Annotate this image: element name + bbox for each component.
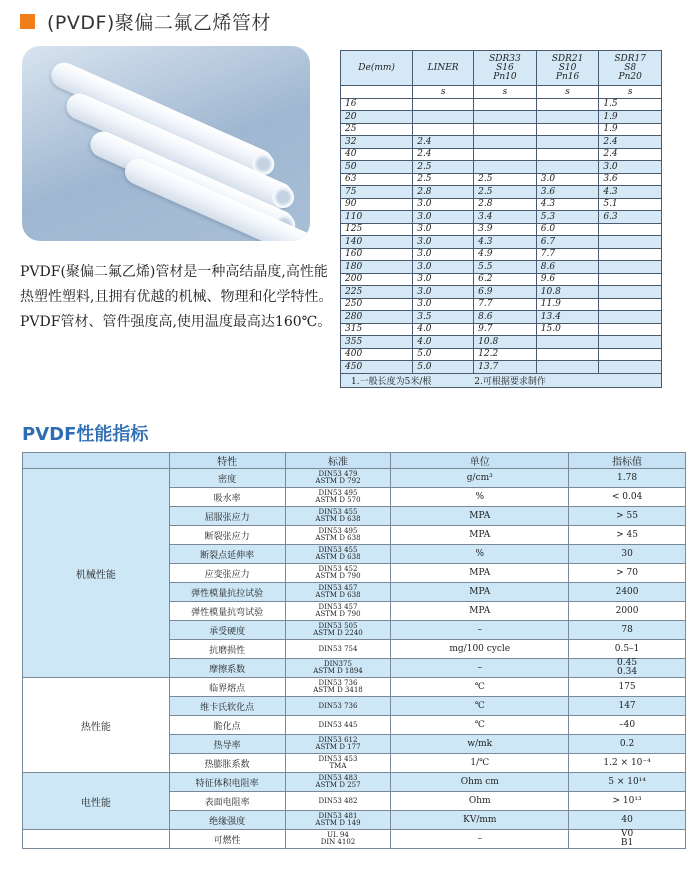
spec-cell: 315	[341, 323, 413, 336]
spec-cell	[536, 361, 599, 374]
props-property: 应变张应力	[169, 564, 285, 583]
props-standard-line: DIN 4102	[320, 838, 356, 846]
spec-cell: 12.2	[474, 348, 537, 361]
spec-row	[341, 336, 662, 349]
spec-cell: 3.9	[474, 223, 537, 236]
props-unit: MPA	[391, 507, 569, 526]
spec-cell: 2.5	[413, 173, 474, 186]
spec-cell: 2.4	[413, 136, 474, 149]
spec-cell	[413, 111, 474, 124]
props-standard	[285, 697, 391, 716]
props-value: 0.5–1	[569, 640, 686, 659]
spec-cell: 63	[341, 173, 413, 186]
props-unit: %	[391, 545, 569, 564]
spec-cell: 6.3	[599, 211, 662, 224]
spec-cell	[413, 123, 474, 136]
props-value: 1.2 × 10⁻⁴	[569, 754, 686, 773]
props-col-header: 特性	[169, 453, 285, 469]
props-col-header	[23, 453, 170, 469]
spec-cell	[599, 311, 662, 324]
props-value: 0.45 0.34	[569, 659, 686, 678]
props-value: 30	[569, 545, 686, 564]
props-standard-line: ASTM D 638	[315, 534, 361, 542]
props-standard-line: ASTM D 790	[315, 572, 361, 580]
props-value: 1.78	[569, 469, 686, 488]
spec-cell: 3.4	[474, 211, 537, 224]
props-standard-line: DIN53 457	[318, 584, 358, 592]
spec-cell: 2.4	[599, 136, 662, 149]
props-unit: MPA	[391, 526, 569, 545]
props-standard-line: DIN53 455	[318, 508, 358, 516]
spec-cell: 5.0	[413, 348, 474, 361]
props-standard	[285, 735, 391, 754]
spec-cell: 3.0	[413, 273, 474, 286]
props-standard-line: DIN53 445	[318, 720, 358, 729]
spec-cell	[474, 148, 537, 161]
spec-cell: 4.0	[413, 323, 474, 336]
props-property: 吸水率	[169, 488, 285, 507]
props-standard-line: ASTM D 2240	[313, 629, 363, 637]
spec-cell	[599, 286, 662, 299]
props-standard-line: ASTM D 3418	[313, 686, 363, 694]
props-standard-line: ASTM D 638	[315, 591, 361, 599]
spec-unit-cell: s	[474, 86, 537, 99]
spec-unit-cell: s	[599, 86, 662, 99]
footnote-2: 2.可根据要求制作	[474, 376, 546, 387]
props-unit: –	[391, 659, 569, 678]
spec-cell: 8.6	[474, 311, 537, 324]
props-standard	[285, 488, 391, 507]
props-standard-line: DIN375	[324, 660, 352, 668]
spec-cell: 1.5	[599, 98, 662, 111]
props-category	[23, 830, 170, 849]
props-standard	[285, 830, 391, 849]
props-unit: Ohm cm	[391, 773, 569, 792]
props-standard	[285, 792, 391, 811]
props-property: 热导率	[169, 735, 285, 754]
spec-cell: 2.5	[413, 161, 474, 174]
props-property: 断裂点延伸率	[169, 545, 285, 564]
spec-cell: 25	[341, 123, 413, 136]
spec-cell: 1.9	[599, 111, 662, 124]
spec-cell	[599, 361, 662, 374]
spec-cell: 1.9	[599, 123, 662, 136]
spec-cell: 4.0	[413, 336, 474, 349]
spec-cell: 2.5	[474, 186, 537, 199]
spec-row	[341, 123, 662, 136]
spec-col-header: De(mm)	[341, 51, 413, 86]
spec-cell: 6.7	[536, 236, 599, 249]
props-property: 承受硬度	[169, 621, 285, 640]
pvdf-pipes-photo	[22, 46, 310, 241]
spec-unit-cell: s	[536, 86, 599, 99]
props-property: 特征体积电阻率	[169, 773, 285, 792]
page-title: (PVDF)聚偏二氟乙烯管材	[47, 11, 271, 34]
props-value: 0.2	[569, 735, 686, 754]
props-property: 脆化点	[169, 716, 285, 735]
props-standard-line: ASTM D 149	[315, 819, 361, 827]
spec-cell	[599, 236, 662, 249]
spec-row	[341, 248, 662, 261]
spec-cell	[474, 98, 537, 111]
spec-cell: 9.6	[536, 273, 599, 286]
spec-table	[340, 50, 662, 388]
spec-cell: 11.9	[536, 298, 599, 311]
spec-row	[341, 348, 662, 361]
props-property: 密度	[169, 469, 285, 488]
props-standard-line: ASTM D 638	[315, 553, 361, 561]
spec-cell: 4.3	[536, 198, 599, 211]
spec-cell: 3.0	[599, 161, 662, 174]
props-standard-line: ASTM D 638	[315, 515, 361, 523]
spec-cell: 90	[341, 198, 413, 211]
spec-cell: 3.0	[413, 198, 474, 211]
props-standard-line: DIN53 612	[318, 736, 358, 744]
spec-row	[341, 286, 662, 299]
spec-row	[341, 148, 662, 161]
props-row	[23, 469, 686, 488]
props-value: 2000	[569, 602, 686, 621]
props-col-header: 标准	[285, 453, 391, 469]
spec-row	[341, 173, 662, 186]
props-standard-line: DIN53 452	[318, 565, 358, 573]
spec-row	[341, 161, 662, 174]
spec-cell	[599, 298, 662, 311]
spec-cell	[599, 323, 662, 336]
props-unit: MPA	[391, 583, 569, 602]
spec-cell	[474, 111, 537, 124]
spec-cell	[599, 248, 662, 261]
props-col-header: 指标值	[569, 453, 686, 469]
footnote-1: 1.一般长度为5米/根	[351, 376, 432, 387]
props-value: V0 B1	[569, 830, 686, 849]
props-col-header: 单位	[391, 453, 569, 469]
props-standard-line: DIN53 457	[318, 603, 358, 611]
spec-cell: 250	[341, 298, 413, 311]
props-property: 抗磨损性	[169, 640, 285, 659]
spec-cell: 3.5	[413, 311, 474, 324]
props-unit: MPA	[391, 564, 569, 583]
props-standard-line: TMA	[329, 762, 347, 770]
props-standard-line: UL 94	[327, 831, 349, 839]
props-standard	[285, 469, 391, 488]
props-unit: ℃	[391, 678, 569, 697]
spec-cell: 6.2	[474, 273, 537, 286]
spec-cell: 10.8	[474, 336, 537, 349]
spec-cell: 160	[341, 248, 413, 261]
props-standard-line: DIN53 483	[318, 774, 358, 782]
props-value: 175	[569, 678, 686, 697]
spec-cell: 4.3	[474, 236, 537, 249]
spec-cell: 6.0	[536, 223, 599, 236]
spec-cell	[599, 273, 662, 286]
spec-cell: 140	[341, 236, 413, 249]
spec-row	[341, 361, 662, 374]
props-standard	[285, 716, 391, 735]
spec-col-header: LINER	[413, 51, 474, 86]
props-property: 热膨胀系数	[169, 754, 285, 773]
spec-cell	[474, 123, 537, 136]
props-unit: 1/℃	[391, 754, 569, 773]
props-standard-line: DIN53 495	[318, 527, 358, 535]
props-standard	[285, 678, 391, 697]
spec-footnotes	[341, 373, 662, 387]
spec-cell: 5.3	[536, 211, 599, 224]
props-standard-line: ASTM D 792	[315, 477, 361, 485]
props-standard-line: ASTM D 570	[315, 496, 361, 504]
props-property: 临界熔点	[169, 678, 285, 697]
spec-cell: 75	[341, 186, 413, 199]
spec-cell: 355	[341, 336, 413, 349]
props-standard	[285, 564, 391, 583]
intro-paragraph: PVDF(聚偏二氟乙烯)管材是一种高结晶度,高性能热塑性塑料,且拥有优越的机械、物理和化学特性。PVDF管材、管件强度高,使用温度最高达160℃。	[20, 264, 333, 330]
props-unit: w/mk	[391, 735, 569, 754]
props-value: 78	[569, 621, 686, 640]
spec-cell	[536, 348, 599, 361]
spec-col-header: SDR17 S8 Pn20	[599, 51, 662, 86]
spec-cell: 3.6	[599, 173, 662, 186]
spec-row	[341, 111, 662, 124]
props-value: > 55	[569, 507, 686, 526]
spec-cell: 20	[341, 111, 413, 124]
spec-cell: 3.0	[413, 236, 474, 249]
spec-cell	[536, 98, 599, 111]
spec-cell: 2.5	[474, 173, 537, 186]
spec-cell: 2.4	[599, 148, 662, 161]
props-property: 绝缘强度	[169, 811, 285, 830]
spec-cell	[599, 261, 662, 274]
spec-cell: 4.3	[599, 186, 662, 199]
props-standard	[285, 545, 391, 564]
props-unit: –	[391, 621, 569, 640]
spec-cell	[474, 136, 537, 149]
spec-cell: 13.7	[474, 361, 537, 374]
section-title: PVDF性能指标	[22, 424, 149, 445]
spec-cell: 3.0	[413, 298, 474, 311]
spec-col-header: SDR33 S16 Pn10	[474, 51, 537, 86]
spec-cell	[599, 348, 662, 361]
props-property: 屈服张应力	[169, 507, 285, 526]
spec-row	[341, 198, 662, 211]
props-standard-line: DIN53 736	[318, 701, 358, 710]
props-unit: MPA	[391, 602, 569, 621]
spec-cell	[536, 161, 599, 174]
props-value: 5 × 10¹⁴	[569, 773, 686, 792]
props-standard-line: DIN53 455	[318, 546, 358, 554]
spec-row	[341, 186, 662, 199]
spec-row	[341, 298, 662, 311]
spec-cell: 2.8	[413, 186, 474, 199]
props-value: 147	[569, 697, 686, 716]
props-standard-line: ASTM D 790	[315, 610, 361, 618]
props-standard-line: DIN53 754	[318, 644, 358, 653]
spec-cell: 3.0	[413, 261, 474, 274]
spec-cell: 200	[341, 273, 413, 286]
page-header	[20, 8, 271, 34]
props-property: 弹性模量抗弯试验	[169, 602, 285, 621]
properties-table	[22, 452, 686, 849]
spec-row	[341, 236, 662, 249]
props-standard-line: DIN53 482	[318, 796, 358, 805]
props-standard	[285, 640, 391, 659]
props-value: < 0.04	[569, 488, 686, 507]
props-standard	[285, 583, 391, 602]
spec-row	[341, 136, 662, 149]
spec-cell: 8.6	[536, 261, 599, 274]
spec-row	[341, 98, 662, 111]
props-standard-line: DIN53 453	[318, 755, 358, 763]
spec-cell: 3.0	[536, 173, 599, 186]
spec-cell	[599, 336, 662, 349]
props-property: 弹性模量抗拉试验	[169, 583, 285, 602]
spec-cell: 3.0	[413, 223, 474, 236]
spec-cell	[536, 148, 599, 161]
props-value: > 70	[569, 564, 686, 583]
props-standard	[285, 659, 391, 678]
spec-cell: 225	[341, 286, 413, 299]
props-value: > 45	[569, 526, 686, 545]
props-category: 机械性能	[23, 469, 170, 678]
spec-cell: 10.8	[536, 286, 599, 299]
spec-col-header: SDR21 S10 Pn16	[536, 51, 599, 86]
spec-cell: 13.4	[536, 311, 599, 324]
props-standard	[285, 811, 391, 830]
props-value: 40	[569, 811, 686, 830]
spec-cell: 450	[341, 361, 413, 374]
spec-cell: 7.7	[474, 298, 537, 311]
spec-cell	[536, 123, 599, 136]
spec-row	[341, 223, 662, 236]
spec-cell: 110	[341, 211, 413, 224]
spec-cell	[474, 161, 537, 174]
spec-cell: 125	[341, 223, 413, 236]
props-property: 表面电阻率	[169, 792, 285, 811]
spec-cell	[536, 136, 599, 149]
spec-cell: 2.4	[413, 148, 474, 161]
spec-unit-cell	[341, 86, 413, 99]
spec-row	[341, 211, 662, 224]
props-unit: Ohm	[391, 792, 569, 811]
props-standard	[285, 754, 391, 773]
spec-cell: 3.0	[413, 286, 474, 299]
props-unit: ℃	[391, 716, 569, 735]
spec-cell: 180	[341, 261, 413, 274]
spec-cell: 400	[341, 348, 413, 361]
spec-cell	[599, 223, 662, 236]
props-unit: mg/100 cycle	[391, 640, 569, 659]
props-standard-line: DIN53 505	[318, 622, 358, 630]
spec-row	[341, 273, 662, 286]
props-standard	[285, 507, 391, 526]
props-standard	[285, 773, 391, 792]
props-category: 电性能	[23, 773, 170, 830]
spec-cell	[536, 111, 599, 124]
props-row	[23, 678, 686, 697]
spec-row	[341, 323, 662, 336]
props-unit: KV/mm	[391, 811, 569, 830]
spec-cell: 2.8	[474, 198, 537, 211]
props-standard	[285, 526, 391, 545]
spec-cell: 32	[341, 136, 413, 149]
props-category: 热性能	[23, 678, 170, 773]
spec-cell: 6.9	[474, 286, 537, 299]
spec-cell: 9.7	[474, 323, 537, 336]
props-standard-line: DIN53 495	[318, 489, 358, 497]
props-property: 维卡氏软化点	[169, 697, 285, 716]
orange-square-icon	[20, 14, 35, 29]
props-value: 2400	[569, 583, 686, 602]
spec-cell: 50	[341, 161, 413, 174]
spec-cell: 3.6	[536, 186, 599, 199]
props-standard-line: DIN53 736	[318, 679, 358, 687]
props-value: > 10¹³	[569, 792, 686, 811]
props-unit: –	[391, 830, 569, 849]
spec-row	[341, 261, 662, 274]
spec-cell: 3.0	[413, 248, 474, 261]
spec-cell: 7.7	[536, 248, 599, 261]
spec-cell	[536, 336, 599, 349]
spec-cell: 4.9	[474, 248, 537, 261]
spec-cell: 5.5	[474, 261, 537, 274]
props-property: 摩擦系数	[169, 659, 285, 678]
spec-cell	[413, 98, 474, 111]
props-standard-line: DIN53 481	[318, 812, 358, 820]
props-standard-line: ASTM D 177	[315, 743, 361, 751]
props-row	[23, 773, 686, 792]
spec-cell: 5.0	[413, 361, 474, 374]
spec-cell: 16	[341, 98, 413, 111]
spec-cell: 280	[341, 311, 413, 324]
spec-cell: 40	[341, 148, 413, 161]
spec-cell: 5.1	[599, 198, 662, 211]
props-property: 可燃性	[169, 830, 285, 849]
spec-row	[341, 311, 662, 324]
props-standard-line: ASTM D 1894	[313, 667, 363, 675]
props-value: –40	[569, 716, 686, 735]
props-standard	[285, 621, 391, 640]
props-standard-line: DIN53 479	[318, 470, 358, 478]
props-row	[23, 830, 686, 849]
props-property: 断裂张应力	[169, 526, 285, 545]
spec-cell: 3.0	[413, 211, 474, 224]
props-unit: %	[391, 488, 569, 507]
props-standard-line: ASTM D 257	[315, 781, 361, 789]
spec-cell: 15.0	[536, 323, 599, 336]
props-standard	[285, 602, 391, 621]
props-unit: g/cm³	[391, 469, 569, 488]
props-unit: ℃	[391, 697, 569, 716]
spec-unit-cell: s	[413, 86, 474, 99]
